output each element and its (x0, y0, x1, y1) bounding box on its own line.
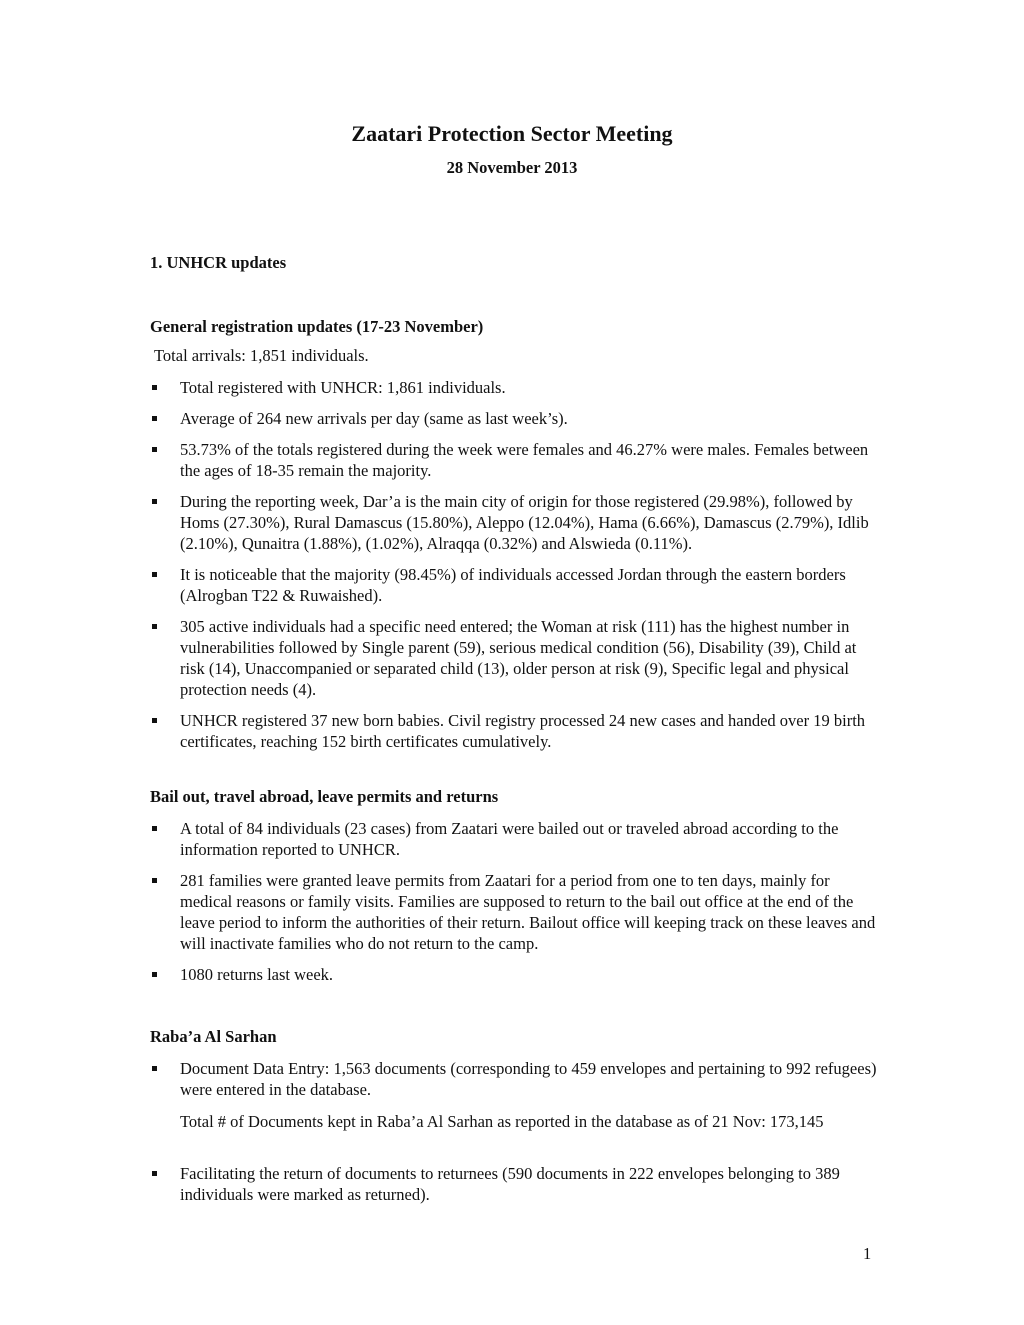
list-item (0, 710, 880, 752)
bullet-marker (152, 624, 157, 629)
list-item (0, 818, 880, 860)
subheading-general-registration: General registration updates (17-23 November) (150, 317, 484, 336)
bullet-marker (152, 416, 157, 421)
list-item (0, 1163, 880, 1205)
bullet-marker (152, 826, 157, 831)
total-arrivals-text: Total arrivals: 1,851 individuals. (154, 346, 369, 365)
documents-kept-paragraph: Total # of Documents kept in Raba’a Al Sarhan as reported in the database as of 21 Nov: 173,145 (180, 1112, 824, 1131)
bullet-marker (152, 878, 157, 883)
list-item-text: 1080 returns last week. (180, 965, 334, 984)
list-item (0, 564, 880, 606)
list-item-text: Facilitating the return of documents to returnees (590 documents in 222 envelopes belonging to 389 individuals were marked as returned). (180, 1164, 840, 1204)
subheading-rabaa-al-sarhan: Raba’a Al Sarhan (150, 1027, 277, 1046)
bullet-marker (152, 385, 157, 390)
document-title: Zaatari Protection Sector Meeting (351, 121, 673, 146)
list-item-text: 305 active individuals had a specific need entered; the Woman at risk (111) has the highest number in vulnerabilities followed by Single parent (59), serious medical condition (56), Disability (39), Child at risk (14), Unaccompanied or separated child (13), older person at risk (9), Specific legal and physical protection needs (4). (180, 617, 857, 699)
bullet-marker (152, 447, 157, 452)
list-item-text: A total of 84 individuals (23 cases) from Zaatari were bailed out or traveled abroad according to the information reported to UNHCR. (180, 819, 839, 859)
list-item (0, 377, 880, 398)
list-item (0, 870, 880, 954)
list-item-text: Average of 264 new arrivals per day (same as last week’s). (180, 409, 568, 428)
list-item-text: Document Data Entry: 1,563 documents (corresponding to 459 envelopes and pertaining to 992 refugees) were entered in the database. (180, 1059, 877, 1099)
subheading-bail-out: Bail out, travel abroad, leave permits and returns (150, 787, 499, 806)
list-item (0, 964, 880, 985)
list-item-text: During the reporting week, Dar’a is the main city of origin for those registered (29.98%), followed by Homs (27.30%), Rural Damascus (15.80%), Aleppo (12.04%), Hama (6.66%), Damascus (2.79%), Idlib (2.10%), Qunaitra (1.88%), (1.02%), Alraqqa (0.32%) and Alswieda (0.11%). (180, 492, 869, 553)
bullet-marker (152, 718, 157, 723)
bail-bullet-list (0, 818, 1024, 985)
page-number: 1 (863, 1244, 872, 1263)
list-item-text: Total registered with UNHCR: 1,861 individuals. (180, 378, 506, 397)
bullet-marker (152, 1171, 157, 1176)
list-item (0, 1058, 880, 1100)
list-item (0, 439, 880, 481)
list-item (0, 616, 880, 700)
bullet-marker (152, 499, 157, 504)
bullet-marker (152, 1066, 157, 1071)
document-date: 28 November 2013 (446, 158, 578, 177)
registration-bullet-list (0, 377, 1024, 752)
list-item-text: UNHCR registered 37 new born babies. Civil registry processed 24 new cases and handed over 19 birth certificates, reaching 152 birth certificates cumulatively. (180, 711, 866, 751)
list-item (0, 408, 880, 429)
section-heading-unhcr-updates: 1. UNHCR updates (150, 253, 287, 272)
list-item-text: 281 families were granted leave permits from Zaatari for a period from one to ten days, mainly for medical reasons or family visits. Families are supposed to return to the bail out office at the end of the leave period to inform the authorities of their return. Bailout office will keeping track on these leaves and will inactivate families who do not return to the camp. (180, 871, 876, 953)
list-item (0, 491, 880, 554)
rabaa-bullet-list-2 (0, 1163, 1024, 1205)
rabaa-bullet-list-1 (0, 1058, 1024, 1100)
list-item-text: 53.73% of the totals registered during the week were females and 46.27% were males. Females between the ages of 18-35 remain the majority. (180, 440, 869, 480)
bullet-marker (152, 972, 157, 977)
list-item-text: It is noticeable that the majority (98.45%) of individuals accessed Jordan through the eastern borders (Alrogban T22 & Ruwaished). (180, 565, 846, 605)
bullet-marker (152, 572, 157, 577)
